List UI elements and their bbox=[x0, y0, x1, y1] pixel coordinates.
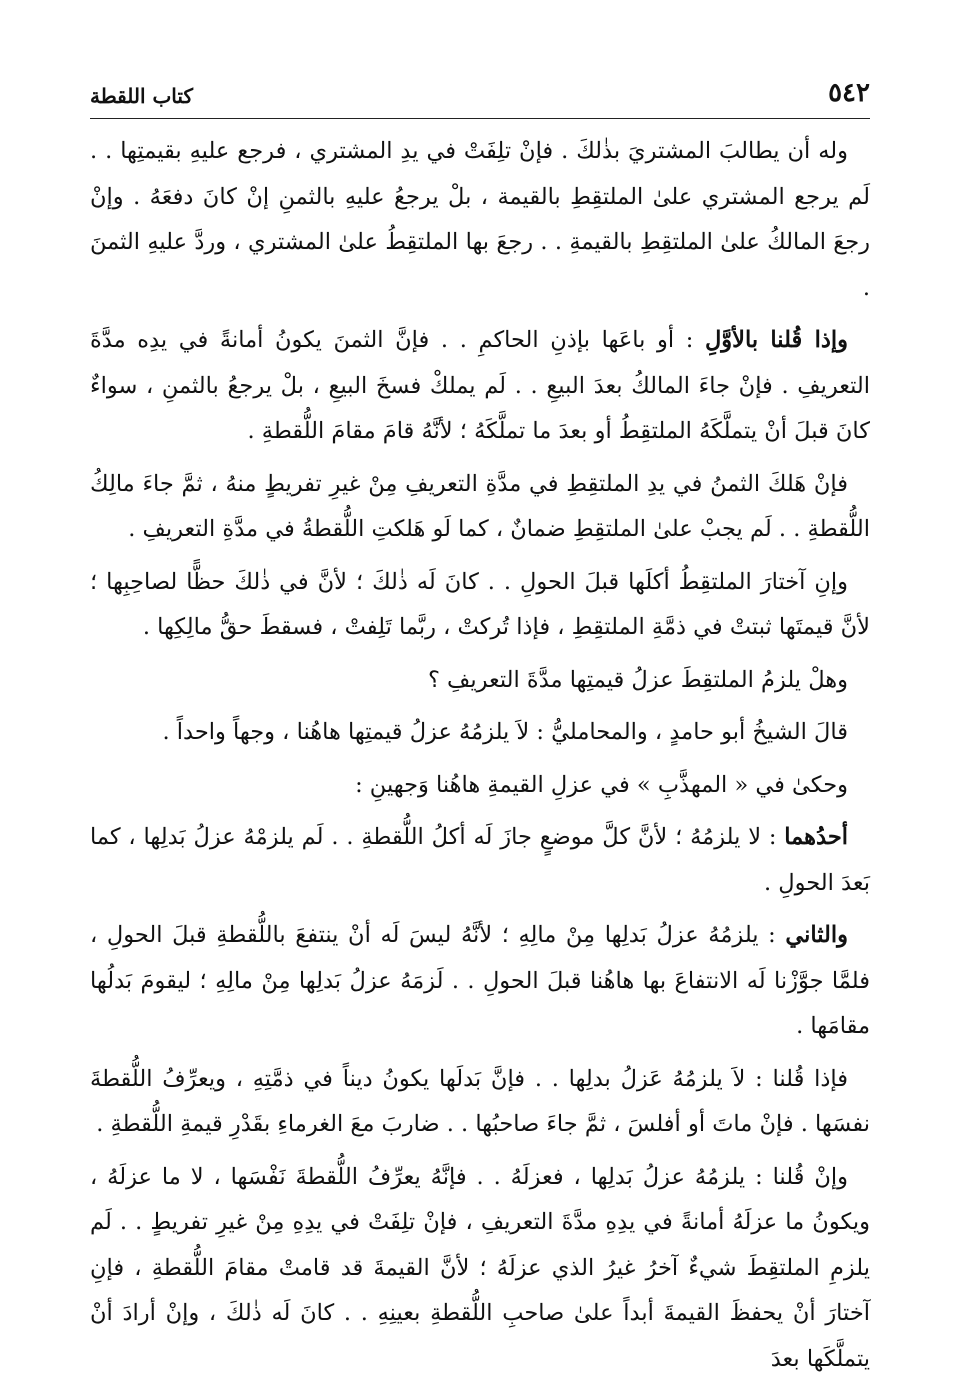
page-body bbox=[90, 129, 870, 1382]
paragraph: وإنْ قُلنا : يلزمُهُ عزلُ بَدلِها ، فعزلَهُ . . فإنَّهُ يعرِّفُ اللُّقطةَ نَفْسَها ، لا ما عزلَهُ ، ويكونُ ما عزلَهُ أمانةً في يدِهِ مدَّةَ التعريفِ ، فإنْ تلِفَتْ في يدِهِ مِنْ غيرِ تفريطٍ . . لَم يلزمِ الملتقِطَ شيءٌ آخرُ غيرُ الذي عزلَهُ ؛ لأنَّ القيمةَ قد قامتْ مقامَ اللُّقطةِ ، فإنِ آختارَ أنْ يحفظَ القيمةَ أبداً علىٰ صاحبِ اللُّقطةِ بعينِهِ . . كانَ لَه ذٰلكَ ، وإنْ أرادَ أنْ يتملَّكَها بعدَ bbox=[90, 1155, 870, 1382]
paragraph: والثاني : يلزمُهُ عزلُ بَدلِها مِنْ مالِهِ ؛ لأنَّهُ ليسَ لَه أنْ ينتفعَ باللُّقطةِ قبلَ الحولِ ، فلمَّا جوَّزْنا لَه الانتفاعَ بها هاهُنا قبلَ الحولِ . . لَزمَهُ عزلُ بَدلِها مِنْ مالِهِ ؛ ليقومَ بَدلُها مقامَها . bbox=[90, 913, 870, 1050]
paragraph: فإذا قُلنا : لاَ يلزمُهُ عَزلُ بدلِها . . فإنَّ بَدلَها يكونُ ديناً في ذمَّتِهِ ، ويعرِّفُ اللُّقطةَ نفسَها . فإنْ ماتَ أو أفلسَ ، ثمَّ جاءَ صاحبُها . . ضاربَ معَ الغرماءِ بقَدْرِ قيمةِ اللُّقطةِ . bbox=[90, 1057, 870, 1148]
paragraph-lead: والثاني bbox=[785, 922, 848, 948]
paragraph: فإنْ هَلكَ الثمنُ في يدِ الملتقِطِ في مدَّةِ التعريفِ مِنْ غيرِ تفريطٍ منهُ ، ثمَّ جاءَ مالِكُ اللُّقطةِ . . لَم يجبْ علىٰ الملتقِطِ ضمانٌ ، كما لَو هَلكتِ اللُّقطةُ في مدَّةِ التعريفِ . bbox=[90, 462, 870, 553]
paragraph: وله أن يطالبَ المشتريَ بذٰلكَ . فإنْ تلِفَتْ في يدِ المشتري ، فرجع عليهِ بقيمتِها . . لَم يرجع المشتري علىٰ الملتقِطِ بالقيمة ، بلْ يرجعُ عليهِ بالثمنِ إنْ كانَ دفعَهُ . وإنْ رجعَ المالكُ علىٰ الملتقِطِ بالقيمةِ . . رجعَ بها الملتقِطُ علىٰ المشتري ، وردَّ عليهِ الثمنَ . bbox=[90, 129, 870, 311]
paragraph-lead: وإذا قُلنا بالأوَّلِ bbox=[705, 327, 848, 353]
paragraph: قالَ الشيخُ أبو حامدٍ ، والمحامليُّ : لاَ يلزمُهُ عزلُ قيمتِها هاهُنا ، وجهاً واحداً . bbox=[90, 710, 870, 756]
paragraph-lead: أحدُهما bbox=[784, 824, 848, 850]
paragraph: أحدُهما : لا يلزمُهُ ؛ لأنَّ كلَّ موضعٍ جازَ لَه أكلُ اللُّقطةِ . . لَم يلزمْهُ عزلُ بَدلِها ، كما بَعدَ الحولِ . bbox=[90, 815, 870, 906]
paragraph: وهلْ يلزمُ الملتقِطَ عزلُ قيمتِها مدَّةَ التعريفِ ؟ bbox=[90, 658, 870, 704]
paragraph: وإنِ آختارَ الملتقِطُ أكلَها قبلَ الحولِ . . كانَ لَه ذٰلكَ ؛ لأنَّ في ذٰلكَ حظًّا لصاحِبِها ؛ لأنَّ قيمتَها ثبتتْ في ذمَّةِ الملتقِطِ ، فإذا تُركتْ ، ربَّما تَلِفتْ ، فسقطَ حقُّ مالِكِها . bbox=[90, 560, 870, 651]
page-number: ٥٤٢ bbox=[828, 78, 870, 108]
book-page bbox=[90, 70, 870, 1340]
page-header bbox=[90, 70, 870, 119]
running-title: كتاب اللقطة bbox=[90, 84, 193, 108]
paragraph: وحكىٰ في « المهذَّبِ » في عزلِ القيمةِ هاهُنا وَجهينِ : bbox=[90, 763, 870, 809]
paragraph: وإذا قُلنا بالأوَّلِ : أو باعَها بإذنِ الحاكمِ . . فإنَّ الثمنَ يكونُ أمانةً في يدِه مدَّةَ التعريفِ . فإنْ جاءَ المالكُ بعدَ البيعِ . . لَم يملكْ فسخَ البيعِ ، بلْ يرجعُ بالثمنِ ، سواءٌ كانَ قبلَ أنْ يتملَّكَهُ الملتقِطُ أو بعدَ ما تملَّكَهُ ؛ لأنَّهُ قامَ مقامَ اللُّقطةِ . bbox=[90, 318, 870, 455]
